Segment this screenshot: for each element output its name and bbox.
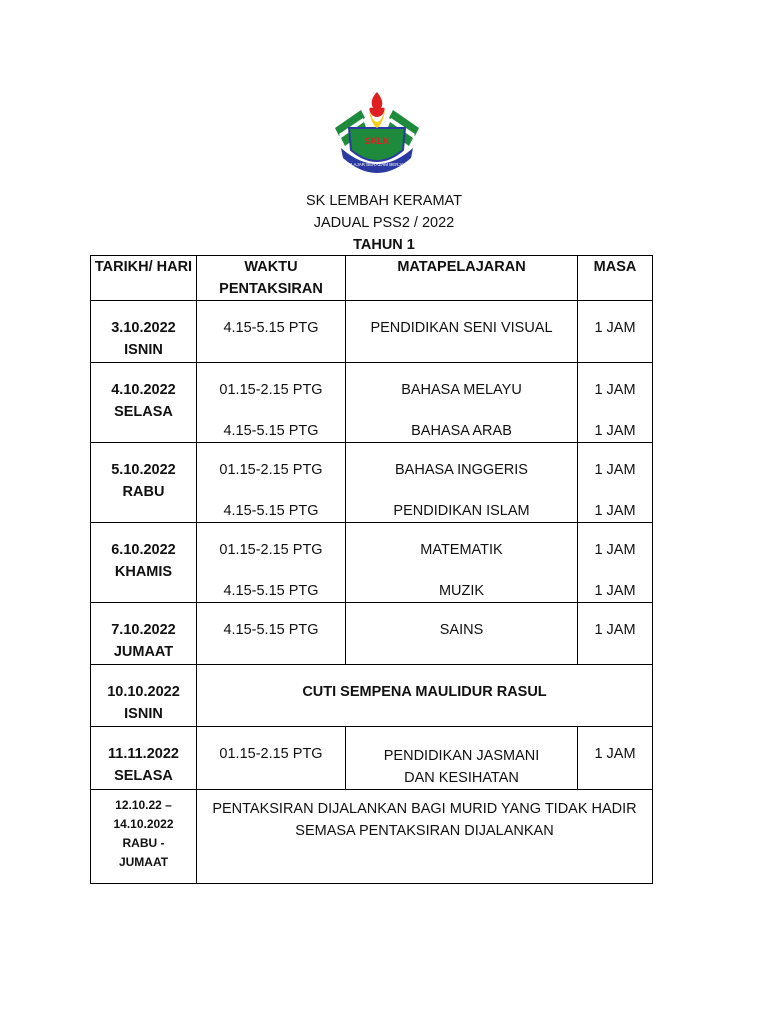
row-date: 11.11.2022 xyxy=(108,746,179,762)
row-subject: MUZIK xyxy=(438,583,485,599)
header-date: TARIKH/ HARI xyxy=(91,256,197,301)
header-time: WAKTU PENTAKSIRAN xyxy=(197,256,346,301)
row-time: 01.15-2.15 PTG xyxy=(219,542,323,558)
school-name: SK LEMBAH KERAMAT xyxy=(305,193,463,209)
grade-title: TAHUN 1 xyxy=(353,237,415,253)
row-time: 4.15-5.15 PTG xyxy=(223,622,319,638)
row-time: 01.15-2.15 PTG xyxy=(219,382,323,398)
row-duration: 1 JAM xyxy=(594,542,636,558)
row-date: 7.10.2022 xyxy=(111,622,176,638)
row-time: 4.15-5.15 PTG xyxy=(223,423,319,439)
school-logo xyxy=(331,88,423,180)
row-day: RABU - xyxy=(122,836,165,850)
row-subject: DAN KESIHATAN xyxy=(404,770,519,786)
row-date: 14.10.2022 xyxy=(113,817,174,831)
logo-emblem-text: SKLK xyxy=(364,136,390,146)
row-time: 4.15-5.15 PTG xyxy=(223,320,319,336)
table-row xyxy=(91,443,653,523)
row-subject: BAHASA MELAYU xyxy=(401,382,522,398)
row-date: 3.10.2022 xyxy=(111,320,176,336)
row-time: 4.15-5.15 PTG xyxy=(223,583,319,599)
table-row xyxy=(91,790,653,884)
table-row xyxy=(91,301,653,363)
table-row xyxy=(91,603,653,665)
row-duration: 1 JAM xyxy=(594,503,636,519)
row-subject: BAHASA ARAB xyxy=(411,423,512,439)
row-duration: 1 JAM xyxy=(594,382,636,398)
row-time: 4.15-5.15 PTG xyxy=(223,503,319,519)
row-subject: PENDIDIKAN JASMANI xyxy=(383,748,540,764)
row-duration: 1 JAM xyxy=(594,583,636,599)
row-subject: MATEMATIK xyxy=(420,542,503,558)
row-day: JUMAAT xyxy=(113,644,174,660)
table-header-row xyxy=(91,256,653,301)
table-row xyxy=(91,727,653,790)
row-time: 01.15-2.15 PTG xyxy=(219,462,323,478)
row-date: 12.10.22 – xyxy=(115,798,172,812)
schedule-table xyxy=(90,255,653,884)
row-day: SELASA xyxy=(114,768,173,784)
holiday-note: CUTI SEMPENA MAULIDUR RASUL xyxy=(302,684,547,700)
row-time: 01.15-2.15 PTG xyxy=(219,746,323,762)
row-day: KHAMIS xyxy=(114,564,173,580)
header-subject: MATAPELAJARAN xyxy=(346,256,578,301)
table-row xyxy=(91,363,653,443)
row-day: JUMAAT xyxy=(118,855,169,869)
absent-note: SEMASA PENTAKSIRAN DIJALANKAN xyxy=(295,823,554,839)
header-duration: MASA xyxy=(578,256,653,301)
logo-motto: BELAJAR BERAZAM BERJAYA xyxy=(344,162,410,167)
row-date: 10.10.2022 xyxy=(107,684,180,700)
schedule-title: JADUAL PSS2 / 2022 xyxy=(313,215,455,231)
row-date: 5.10.2022 xyxy=(111,462,176,478)
row-day: SELASA xyxy=(114,404,173,420)
row-day: ISNIN xyxy=(124,706,163,722)
row-subject: PENDIDIKAN ISLAM xyxy=(393,503,530,519)
row-date: 6.10.2022 xyxy=(111,542,176,558)
row-subject: SAINS xyxy=(439,622,484,638)
row-date: 4.10.2022 xyxy=(111,382,176,398)
table-row xyxy=(91,523,653,603)
row-duration: 1 JAM xyxy=(594,320,636,336)
absent-note: PENTAKSIRAN DIJALANKAN BAGI MURID YANG TIDAK HADIR xyxy=(212,801,637,817)
row-day: RABU xyxy=(122,484,165,500)
row-duration: 1 JAM xyxy=(594,462,636,478)
table-row xyxy=(91,665,653,727)
row-duration: 1 JAM xyxy=(594,746,636,762)
row-subject: PENDIDIKAN SENI VISUAL xyxy=(370,320,553,336)
row-duration: 1 JAM xyxy=(594,423,636,439)
row-duration: 1 JAM xyxy=(594,622,636,638)
row-day: ISNIN xyxy=(124,342,163,358)
row-subject: BAHASA INGGERIS xyxy=(395,462,528,478)
